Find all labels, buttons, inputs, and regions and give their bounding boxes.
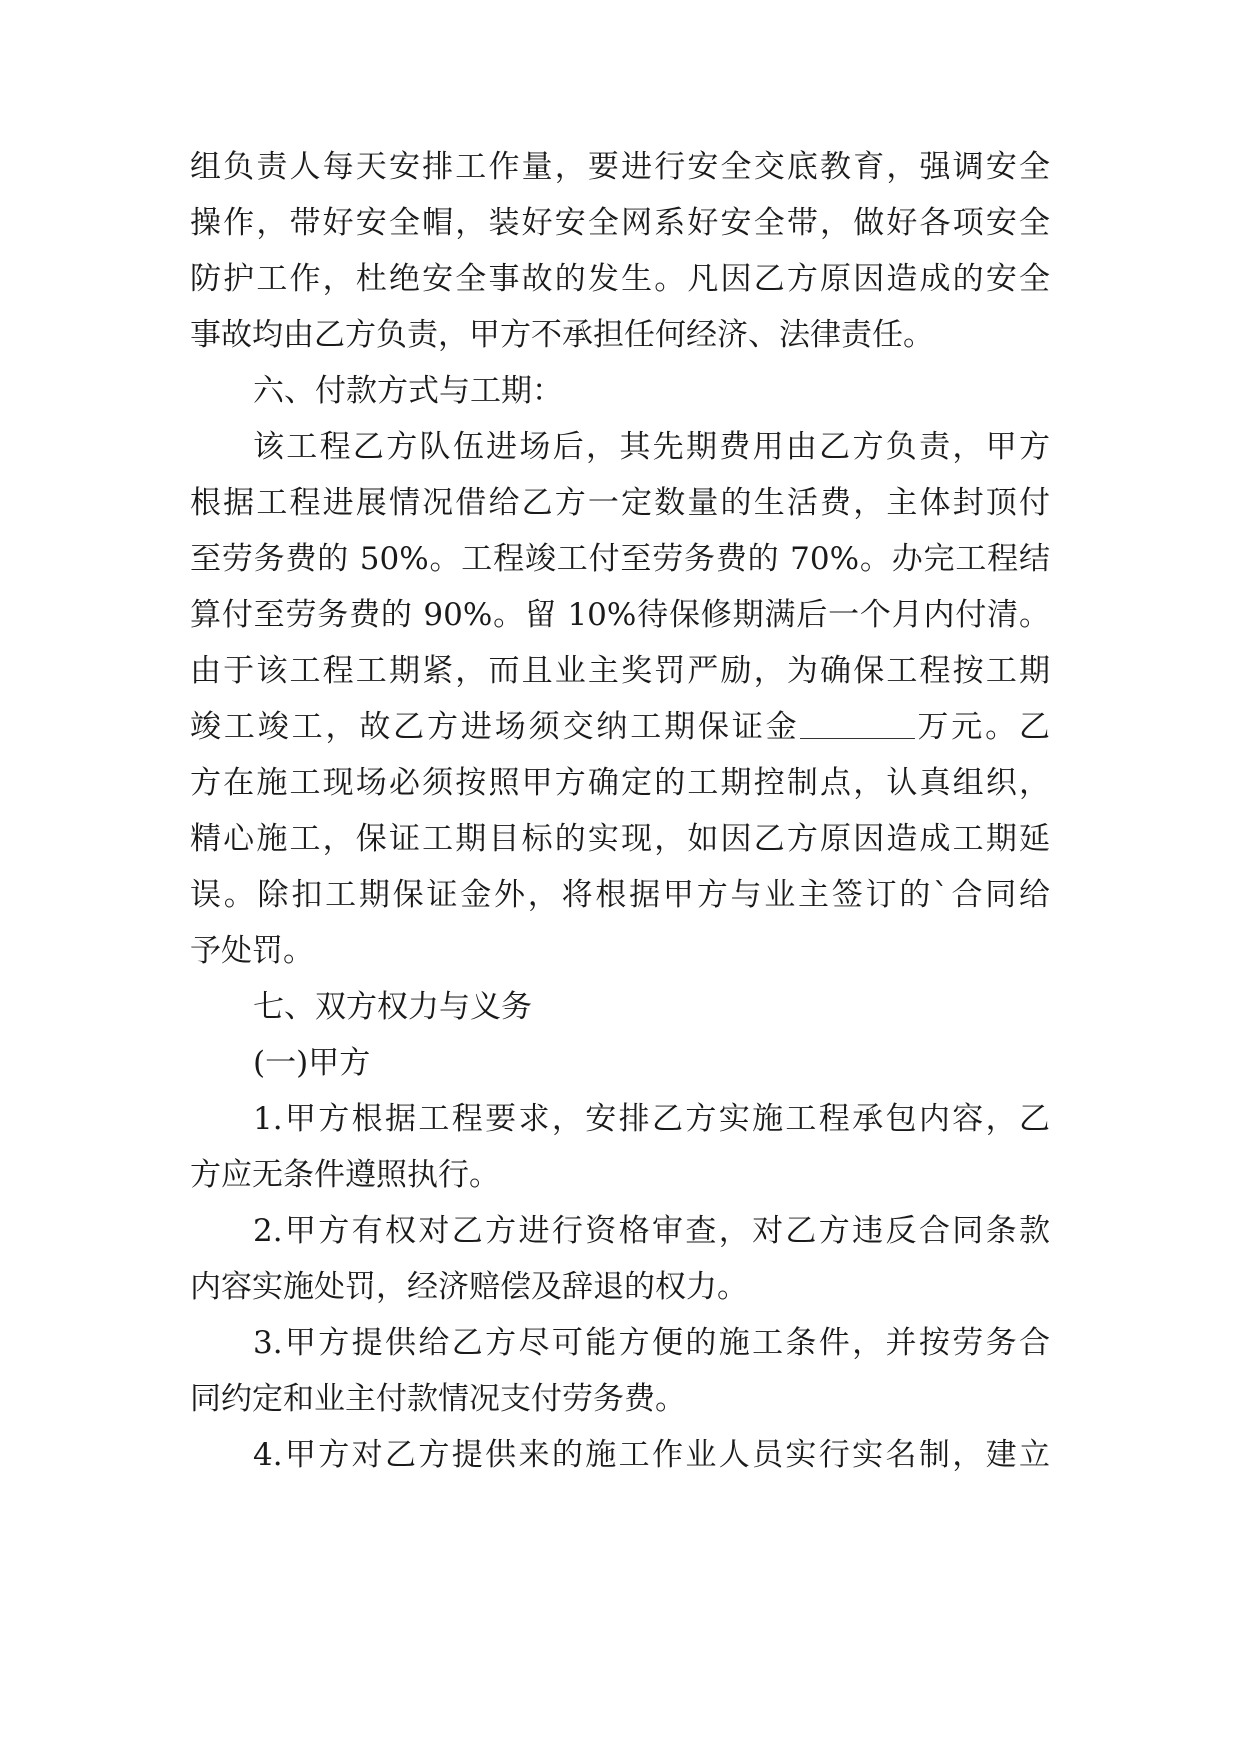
text-line: 2.甲方有权对乙方进行资格审查，对乙方违反合同条款 bbox=[253, 1213, 1050, 1249]
text-segment: 竣工竣工，故乙方进场须交纳工期保证金 bbox=[190, 709, 800, 745]
text-line: 方应无条件遵照执行。 bbox=[190, 1157, 500, 1193]
text-line: 组负责人每天安排工作量，要进行安全交底教育，强调安全 bbox=[190, 149, 1050, 185]
text-line: 内容实施处罚，经济赔偿及辞退的权力。 bbox=[190, 1269, 748, 1305]
text-line: 同约定和业主付款情况支付劳务费。 bbox=[190, 1381, 686, 1417]
text-line: 由于该工程工期紧，而且业主奖罚严励，为确保工程按工期 bbox=[190, 653, 1050, 689]
text-line: 至劳务费的 50%。工程竣工付至劳务费的 70%。办完工程结 bbox=[190, 541, 1050, 577]
text-line: 予处罚。 bbox=[190, 933, 314, 969]
subsection-heading-party-a: (一)甲方 bbox=[253, 1045, 371, 1081]
text-line: 误。除扣工期保证金外，将根据甲方与业主签订的`合同给 bbox=[190, 877, 1050, 913]
section-heading-rights: 七、双方权力与义务 bbox=[253, 989, 532, 1025]
fill-in-blank bbox=[800, 708, 915, 739]
text-line: 操作，带好安全帽，装好安全网系好安全带，做好各项安全 bbox=[190, 205, 1050, 241]
text-line: 方在施工现场必须按照甲方确定的工期控制点，认真组织， bbox=[190, 765, 1050, 801]
text-line: 算付至劳务费的 90%。留 10%待保修期满后一个月内付清。 bbox=[190, 597, 1050, 633]
text-line: 事故均由乙方负责，甲方不承担任何经济、法律责任。 bbox=[190, 317, 934, 353]
text-line: 1.甲方根据工程要求，安排乙方实施工程承包内容，乙 bbox=[253, 1101, 1050, 1137]
text-line-with-blank bbox=[190, 697, 1050, 757]
text-segment: 万元。乙 bbox=[914, 709, 1051, 745]
text-line: 3.甲方提供给乙方尽可能方便的施工条件，并按劳务合 bbox=[253, 1325, 1050, 1361]
text-line: 4.甲方对乙方提供来的施工作业人员实行实名制，建立 bbox=[253, 1437, 1050, 1473]
text-line: 该工程乙方队伍进场后，其先期费用由乙方负责，甲方 bbox=[253, 429, 1050, 465]
text-line: 根据工程进展情况借给乙方一定数量的生活费，主体封顶付 bbox=[190, 485, 1050, 521]
text-line: 精心施工，保证工期目标的实现，如因乙方原因造成工期延 bbox=[190, 821, 1050, 857]
section-heading-payment: 六、付款方式与工期： bbox=[253, 373, 563, 409]
text-line: 防护工作，杜绝安全事故的发生。凡因乙方原因造成的安全 bbox=[190, 261, 1050, 297]
